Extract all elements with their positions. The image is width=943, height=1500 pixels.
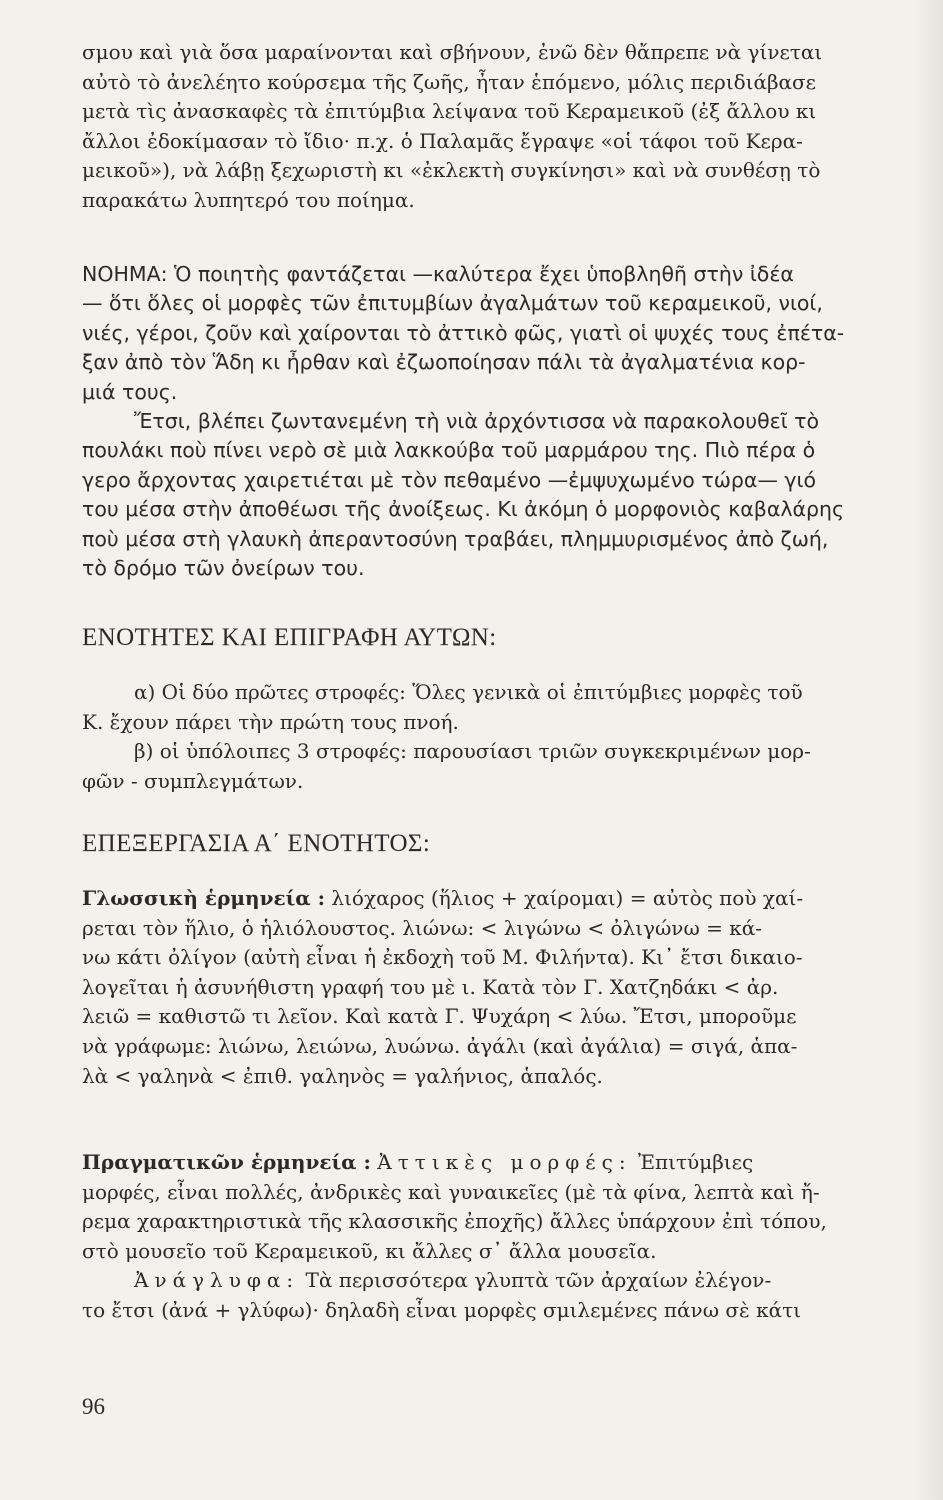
text-line: μεικοῦ»), νὰ λάβῃ ξεχωριστὴ κι «ἐκλεκτὴ συγκίνησι» καὶ νὰ συνθέσῃ τὸ bbox=[82, 158, 821, 183]
processing-heading: ΕΠΕΞΕΡΓΑΣΙΑ Α΄ ΕΝΟΤΗΤΟΣ: bbox=[82, 830, 431, 857]
real-paragraph bbox=[82, 1148, 937, 1326]
noima-label: ΝΟΗΜΑ: bbox=[82, 262, 168, 286]
text-line: του μέσα στὴν ἀποθέωσι τῆς ἀνοίξεως. Κι ἀκόμη ὁ μορφονιὸς καβαλάρης bbox=[82, 497, 845, 522]
section-a-line: α) Οἱ δύο πρῶτες στροφές: Ὅλες γενικὰ οἱ ἐπιτύμβιες μορφὲς τοῦ bbox=[134, 680, 803, 704]
gloss-first-line bbox=[82, 884, 937, 914]
text-line: ρεμα χαρακτηριστικὰ τῆς κλασσικῆς ἐποχῆς) ἄλλες ὑπάρχουν ἐπὶ τόπου, bbox=[82, 1209, 827, 1234]
gloss-paragraph bbox=[82, 884, 937, 1091]
text-line: — ὅτι ὅλες οἱ μορφὲς τῶν ἐπιτυμβίων ἀγαλμάτων τοῦ κεραμεικοῦ, νιοί, bbox=[82, 291, 823, 316]
page-number: 96 bbox=[82, 1394, 105, 1419]
text-line: στὸ μουσεῖο τοῦ Κεραμεικοῦ, κι ἄλλες σ᾽ ἄλλα μουσεῖα. bbox=[82, 1238, 657, 1263]
text-line: πουλάκι ποὺ πίνει νερὸ σὲ μιὰ λακκούβα τοῦ μαρμάρου της. Πιὸ πέρα ὁ bbox=[82, 438, 816, 463]
section-a-line: Κ. ἔχουν πάρει τὴν πρώτη τους πνοή. bbox=[82, 709, 459, 734]
text-line: λογεῖται ἡ ἀσυνήθιστη γραφή του μὲ ι. Κατὰ τὸν Γ. Χατζηδάκι < ἀρ. bbox=[82, 974, 779, 999]
anaglyfa-term: Ἀνάγλυφα: bbox=[134, 1268, 300, 1293]
text-line: νὰ γράφωμε: λιώνω, λειώνω, λυώνω. ἀγάλι (καὶ ἀγάλια) = σιγά, ἁπα- bbox=[82, 1033, 798, 1058]
text-line: γερο ἄρχοντας χαιρετιέται μὲ τὸν πεθαμένο —ἐμψυχωμένο τώρα— γιό bbox=[82, 467, 817, 492]
text-line: λειῶ = καθιστῶ τι λεῖον. Καὶ κατὰ Γ. Ψυχάρη < λύω. Ἔτσι, μποροῦμε bbox=[82, 1004, 797, 1029]
text-line: νιές, γέροι, ζοῦν καὶ χαίρονται τὸ ἀττικὸ φῶς, γιατὶ οἱ ψυχές τους ἐπέτα- bbox=[82, 320, 845, 345]
text-line: Ἔτσι, βλέπει ζωντανεμένη τὴ νιὰ ἀρχόντισσα νὰ παρακολουθεῖ τὸ bbox=[134, 409, 820, 434]
text-line: λὰ < γαληνὰ < ἐπιθ. γαληνὸς = γαλήνιος, ἁπαλός. bbox=[82, 1063, 603, 1088]
noima-first-line bbox=[82, 260, 937, 289]
text-line: σμου καὶ γιὰ ὅσα μαραίνονται καὶ σβήνουν, ἐνῶ δὲν θἄπρεπε νὰ γίνεται bbox=[82, 40, 823, 64]
intro-paragraph bbox=[82, 38, 937, 216]
text-line: νω κάτι ὀλίγον (αὐτὴ εἶναι ἡ ἐκδοχὴ τοῦ Μ. Φιλήντα). Κι᾽ ἔτσι δικαιο- bbox=[82, 945, 803, 970]
section-b-line: φῶν - συμπλεγμάτων. bbox=[82, 768, 304, 793]
text-line: μορφές, εἶναι πολλές, ἀνδρικὲς καὶ γυναικεῖες (μὲ τὰ φίνα, λεπτὰ καὶ ἤ- bbox=[82, 1179, 820, 1204]
text-line: μετὰ τὶς ἀνασκαφὲς τὰ ἐπιτύμβια λείψανα τοῦ Κεραμεικοῦ (ἐξ ἄλλου κι bbox=[82, 99, 817, 124]
text-line: αὐτὸ τὸ ἀνελέητο κούρσεμα τῆς ζωῆς, ἦταν ἑπόμενο, μόλις περιδιάβασε bbox=[82, 69, 817, 94]
text-line: ξαν ἀπὸ τὸν Ἅδη κι ἦρθαν καὶ ἐζωοποίησαν πάλι τὰ ἀγαλματένια κορ- bbox=[82, 350, 806, 375]
noima-first-text: Ὁ ποιητὴς φαντάζεται —καλύτερα ἔχει ὑποβληθῆ στὴν ἰδέα bbox=[174, 262, 794, 286]
gloss-first-text: λιόχαρος (ἥλιος + χαίρομαι) = αὐτὸς ποὺ χαί- bbox=[331, 886, 804, 910]
text-line: το ἔτσι (ἀνά + γλύφω)· δηλαδὴ εἶναι μορφὲς σμιλεμένες πάνω σὲ κάτι bbox=[82, 1297, 802, 1322]
real-term: Ἀττικὲς μορφές: bbox=[377, 1150, 632, 1174]
sections-list bbox=[82, 678, 937, 796]
anaglyfa-first-line bbox=[82, 1266, 937, 1296]
text-line: παρακάτω λυπητερό του ποίημα. bbox=[82, 187, 415, 212]
text-line: τὸ δρόμο τῶν ὀνείρων του. bbox=[82, 556, 365, 581]
anaglyfa-first-text: Τὰ περισσότερα γλυπτὰ τῶν ἀρχαίων ἐλέγον- bbox=[305, 1268, 772, 1293]
real-label: Πραγματικῶν ἑρμηνεία : bbox=[82, 1150, 371, 1174]
noima-section bbox=[82, 260, 937, 583]
real-first-text: Ἐπιτύμβιες bbox=[637, 1150, 754, 1174]
text-line: ρεται τὸν ἥλιο, ὁ ἡλιόλουστος. λιώνω: < λιγώνω < ὀλιγώνω = κά- bbox=[82, 915, 762, 940]
sections-heading: ΕΝΟΤΗΤΕΣ ΚΑΙ ΕΠΙΓΡΑΦΗ ΑΥΤΩΝ: bbox=[82, 624, 497, 651]
section-b-line: β) οἱ ὑπόλοιπες 3 στροφές: παρουσίασι τριῶν συγκεκριμένων μορ- bbox=[134, 739, 811, 764]
text-line: μιά τους. bbox=[82, 379, 178, 404]
text-line: ποὺ μέσα στὴ γλαυκὴ ἀπεραντοσύνη τραβάει, πλημμυρισμένος ἀπὸ ζωή, bbox=[82, 526, 829, 551]
gloss-label: Γλωσσικὴ ἑρμηνεία : bbox=[82, 886, 326, 910]
text-line: ἄλλοι ἐδοκίμασαν τὸ ἴδιο· π.χ. ὁ Παλαμᾶς ἔγραψε «οἱ τάφοι τοῦ Κερα- bbox=[82, 128, 803, 153]
real-first-line bbox=[82, 1148, 937, 1178]
